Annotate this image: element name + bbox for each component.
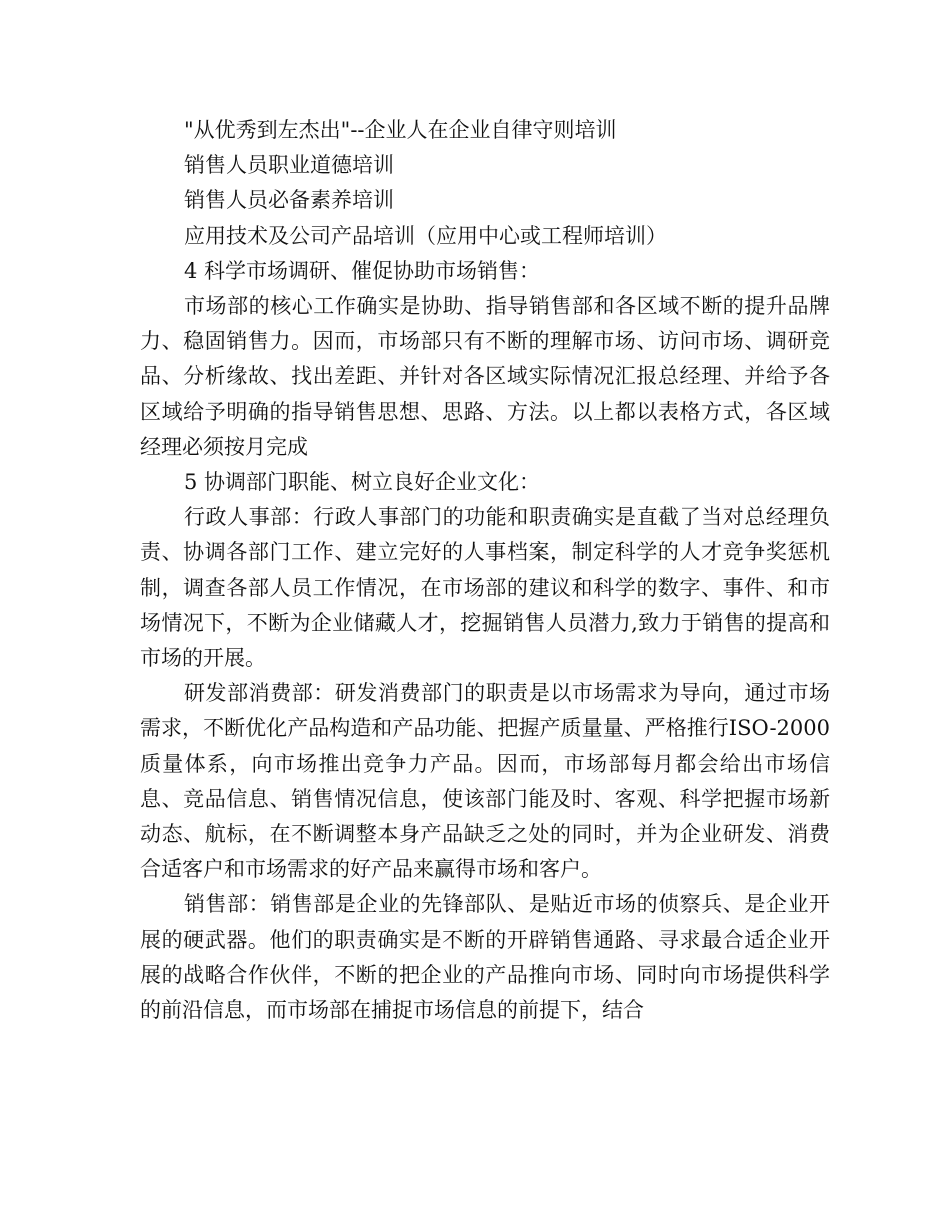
training-item-ethics: 销售人员职业道德培训 [184,153,394,178]
training-item-technology: 应用技术及公司产品培训（应用中心或工程师培训） [184,223,667,248]
document-body [140,113,830,1028]
training-item-qualities: 销售人员必备素养培训 [184,188,394,213]
paragraph-market-core: 市场部的核心工作确实是协助、指导销售部和各区域不断的提升品牌力、稳固销售力。因而，市场部只有不断的理解市场、访问市场、调研竞品、分析缘故、找出差距、并针对各区域实际情况汇报总经理、并给予各区域给予明确的指导销售思想、思路、方法。以上都以表格方式，各区域经理必须按月完成 [140,294,830,459]
paragraph-admin-hr: 行政人事部：行政人事部门的功能和职责确实是直截了当对总经理负责、协调各部门工作、建立完好的人事档案，制定科学的人才竞争奖惩机制，调查各部人员工作情况，在市场部的建议和科学的数字、事件、和市场情况下，不断为企业储藏人才，挖掘销售人员潜力,致力于销售的提高和市场的开展。 [140,505,830,671]
section-heading-5: 5 协调部门职能、树立良好企业文化： [184,470,541,495]
section-heading-4: 4 科学市场调研、催促协助市场销售： [184,258,541,283]
paragraph-sales: 销售部：销售部是企业的先锋部队、是贴近市场的侦察兵、是企业开展的硬武器。他们的职责确实是不断的开辟销售通路、寻求最合适企业开展的战略合作伙伴，不断的把企业的产品推向市场、同时向市场提供科学的前沿信息，而市场部在捕捉市场信息的前提下，结合 [140,892,830,1023]
paragraph-rnd-production: 研发部消费部：研发消费部门的职责是以市场需求为导向，通过市场需求，不断优化产品构造和产品功能、把握产质量量、严格推行ISO-2000 质量体系，向市场推出竞争力产品。因而，市场部每月都会给出市场信息、竞品信息、销售情况信息，使该部门能及时、客观、科学把握市场新动态、航标，在不断调整本身产品缺乏之处的同时，并为企业研发、消费合适客户和市场需求的好产品来赢得市场和客户。 [140,681,830,882]
training-item-excellence: "从优秀到左杰出"--企业人在企业自律守则培训 [184,118,617,142]
